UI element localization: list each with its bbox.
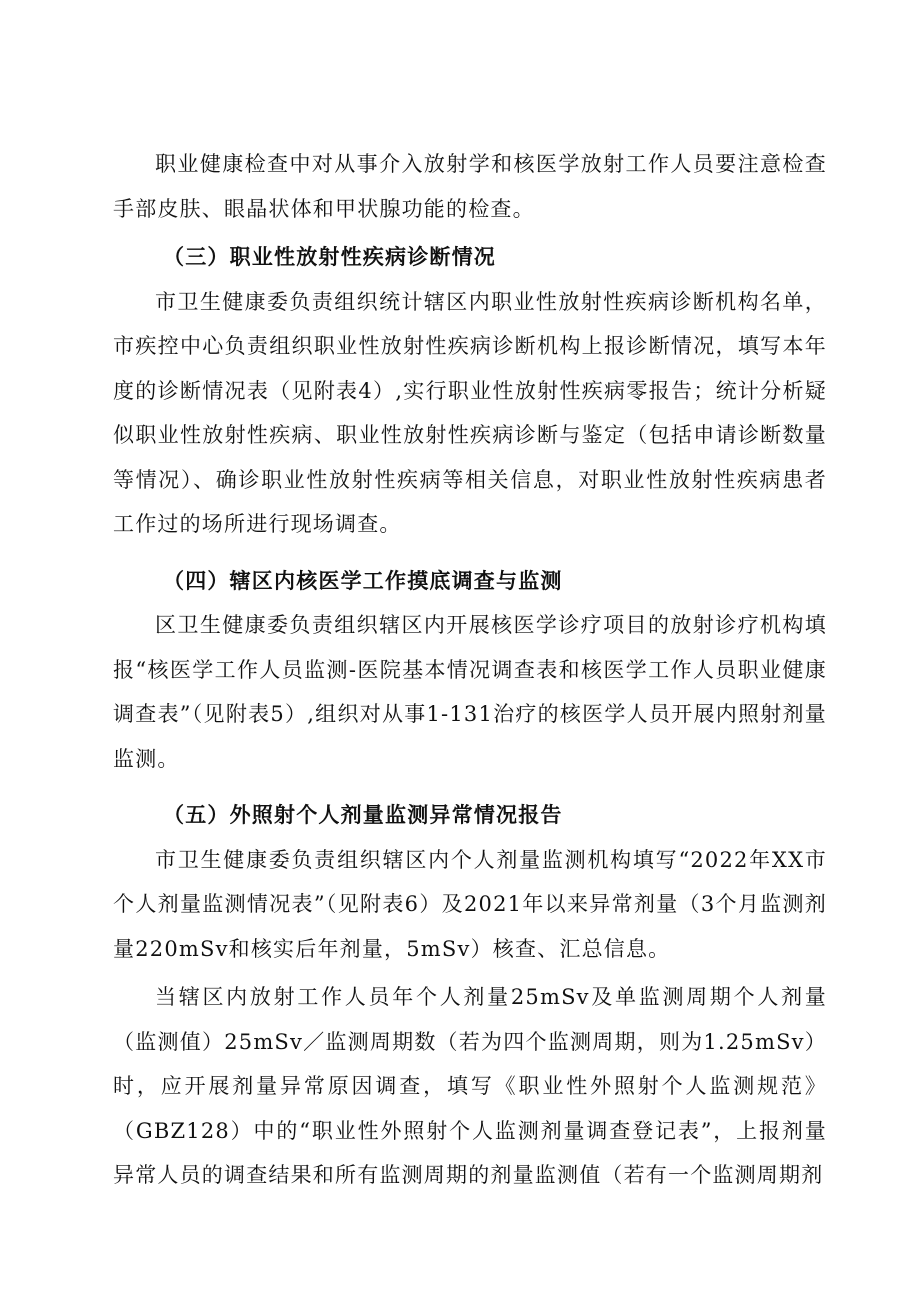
- section-heading-4: （四）辖区内核医学工作摸底调查与监测: [163, 567, 563, 593]
- paragraph-health-exam: 职业健康检查中对从事介入放射学和核医学放射工作人员要注意检查手部皮肤、眼晶状体和甲状腺功能的检查。: [113, 152, 827, 221]
- paragraph-diagnosis: 市卫生健康委负责组织统计辖区内职业性放射性疾病诊断机构名单，市疾控中心负责组织职业性放射性疾病诊断机构上报诊断情况，填写本年度的诊断情况表（见附表4）,实行职业性放射性疾病零报告；统计分析疑似职业性放射性疾病、职业性放射性疾病诊断与鉴定（包括申请诊断数量等情况）、确诊职业性放射性疾病等相关信息，对职业性放射性疾病患者工作过的场所进行现场调查。: [113, 289, 827, 536]
- paragraph-dose-anomaly: 当辖区内放射工作人员年个人剂量25mSv及单监测周期个人剂量（监测值）25mSv／监测周期数（若为四个监测周期，则为1.25mSv）时，应开展剂量异常原因调查，填写《职业性外照射个人监测规范》（GBZ128）中的“职业性外照射个人监测剂量调查登记表”，上报剂量异常人员的调查结果和所有监测周期的剂量监测值（若有一个监测周期剂: [113, 985, 827, 1187]
- section-heading-3: （三）职业性放射性疾病诊断情况: [163, 244, 496, 269]
- document-page: [113, 142, 827, 1198]
- paragraph-nuclear-medicine: 区卫生健康委负责组织辖区内开展核医学诊疗项目的放射诊疗机构填报“核医学工作人员监测-医院基本情况调查表和核医学工作人员职业健康调查表”（见附表5）,组织对从事1-131治疗的核医学人员开展内照射剂量监测。: [113, 613, 827, 771]
- paragraph-dose-monitoring: 市卫生健康委负责组织辖区内个人剂量监测机构填写“2022年XX市个人剂量监测情况表”（见附表6）及2021年以来异常剂量（3个月监测剂量220mSv和核实后年剂量，5mSv）核查、汇总信息。: [113, 847, 827, 961]
- section-heading-5: （五）外照射个人剂量监测异常情况报告: [163, 802, 563, 827]
